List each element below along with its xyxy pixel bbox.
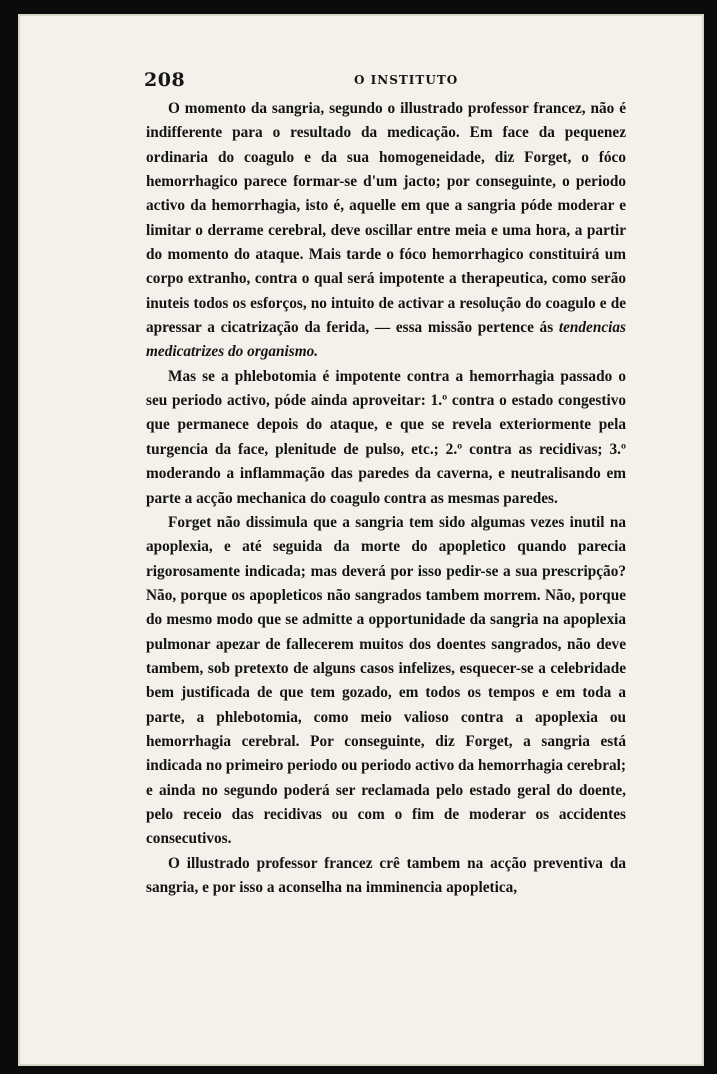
paragraph-3: [146, 511, 626, 852]
paragraph-2-text: Mas se a phlebotomia é impotente contra a hemorrhagia passado o seu periodo activo, póde ainda aproveitar: 1.º contra o estado congestivo que permanece depois do ataque, e que se revela exteriormente pela turgencia da face, plenitude de pulso, etc.; 2.º contra as recidivas; 3.º moderando a inflammação das paredes da caverna, e neutralisando em parte a acção mechanica do coagulo contra as mesmas paredes.: [146, 367, 626, 507]
paragraph-1-emphasis: tendencias medicatrizes do organismo.: [146, 319, 626, 361]
paragraph-1-text: O momento da sangria, segundo o illustrado professor francez, não é indifferente para o resultado da medicação. Em face da pequenez ordinaria do coagulo e da sua homogeneidade, diz Forget, o fóco hemorrhagico parece formar-se d'um jacto; por conseguinte, o periodo activo da hemorrhagia, isto é, aquelle em que a sangria póde moderar e limitar o derrame cerebral, deve oscillar entre meia e uma hora, a partir do momento do ataque. Mais tarde o fóco hemorrhagico constituirá um corpo extranho, contra o qual será impotente a therapeutica, como serão inuteis todos os esforços, no intuito de activar a resolução do coagulo e de apressar a cicatrização da ferida, — essa missão pertence ás: [146, 100, 626, 337]
running-title: O INSTITUTO: [354, 73, 459, 87]
paragraph-3-text: Forget não dissimula que a sangria tem sido algumas vezes inutil na apoplexia, e até seguida da morte do apopletico quando parecia rigorosamente indicada; mas deverá por isso pedir-se a sua prescripção? Não, porque os apopleticos não sangrados tambem morrem. Não, porque do mesmo modo que se admitte a opportunidade da sangria na apoplexia pulmonar apezar de fallecerem muitos dos doentes sangrados, não deve tambem, sob pretexto de alguns casos infelizes, esquecer-se a celebridade bem justificada de que tem gozado, em todos os tempos e em toda a parte, a phlebotomia, como meio valioso contra a apoplexia ou hemorrhagia cerebral. Por conseguinte, diz Forget, a sangria está indicada no primeiro periodo ou periodo activo da hemorrhagia cerebral; e ainda no segundo poderá ser reclamada pelo estado geral do doente, pelo receio das recidivas ou com o fim de moderar os accidentes consecutivos.: [146, 513, 626, 848]
paragraph-2: [146, 365, 626, 511]
page-header: [144, 69, 644, 99]
paragraph-4: [146, 852, 626, 901]
body-text: [146, 97, 626, 900]
paragraph-1: [146, 97, 626, 365]
paragraph-4-text: O illustrado professor francez crê tambem na acção preventiva da sangria, e por isso a aconselha na imminencia apopletica,: [146, 854, 626, 896]
page-number: 208: [144, 69, 186, 91]
